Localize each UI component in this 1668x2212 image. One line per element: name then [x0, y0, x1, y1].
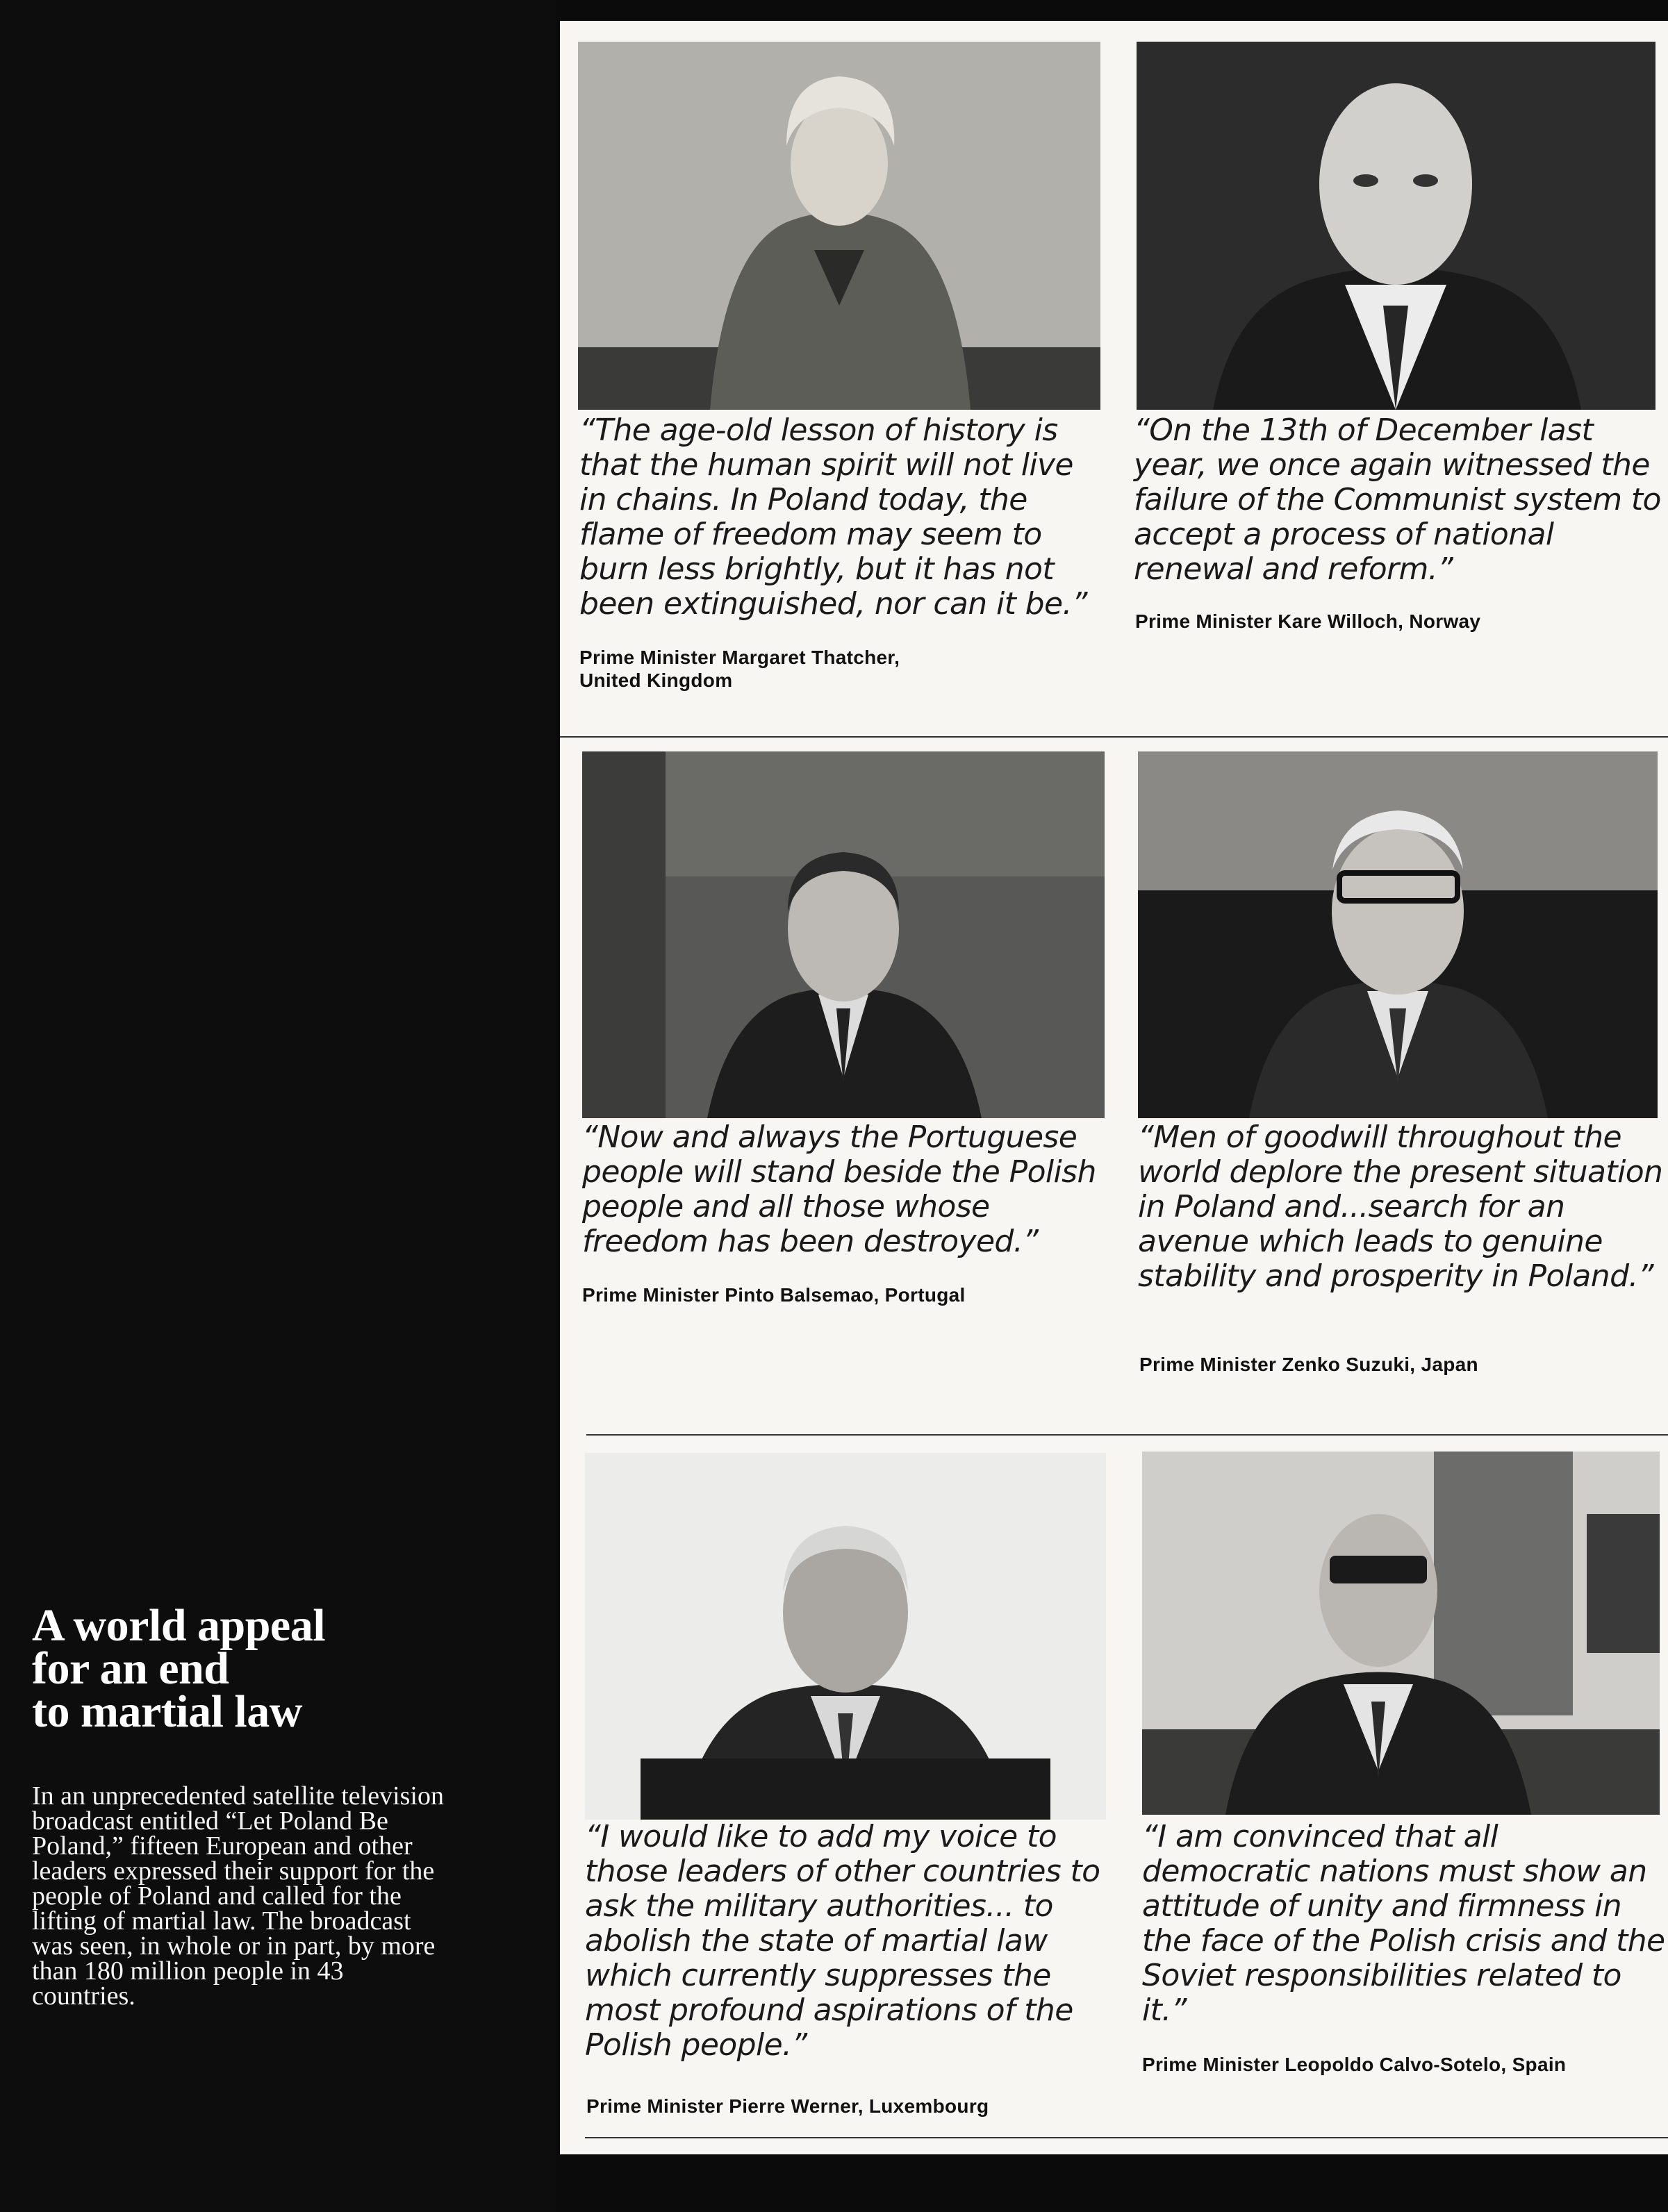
- quote-suzuki: “Men of goodwill throughout the world deplore the present situation in Poland and...search for an avenue which leads to genuine stability and prosperity in Poland.”: [1138, 1120, 1663, 1294]
- photo-balsemao: [582, 751, 1105, 1118]
- caption-balsemao: [582, 1283, 1096, 1306]
- sidebar: [0, 0, 556, 2212]
- caption-line: Prime Minister Pierre Werner, Luxembourg: [586, 2095, 989, 2117]
- divider: [586, 1434, 1668, 1436]
- photo-suzuki: [1138, 751, 1658, 1118]
- photo-calvo-sotelo: [1142, 1452, 1660, 1815]
- caption-calvo-sotelo: [1142, 2053, 1663, 2076]
- headline-line: to martial law: [32, 1686, 302, 1737]
- quote-thatcher: “The age-old lesson of history is that the human spirit will not live in chains. In Poland today, the flame of freedom may seem to burn less brightly, but it has not been extinguished, nor can it be.”: [579, 413, 1087, 622]
- caption-thatcher: [579, 646, 1093, 692]
- caption-suzuki: [1139, 1353, 1653, 1376]
- caption-line: United Kingdom: [579, 670, 733, 691]
- quote-balsemao: “Now and always the Portuguese people will stand beside the Polish people and all those whose freedom has been destroyed.”: [582, 1120, 1096, 1259]
- quote-werner: “I would like to add my voice to those leaders of other countries to ask the military authorities... to abolish the state of martial law which currently suppresses the most profound aspirations of the Polish people.”: [585, 1819, 1100, 2063]
- divider: [560, 736, 1668, 738]
- caption-line: Prime Minister Zenko Suzuki, Japan: [1139, 1354, 1478, 1375]
- caption-line: Prime Minister Margaret Thatcher,: [579, 647, 900, 668]
- headline-line: for an end: [32, 1643, 229, 1694]
- divider: [585, 2137, 1668, 2138]
- caption-werner: [586, 2095, 1100, 2118]
- quote-willoch: “On the 13th of December last year, we once again witnessed the failure of the Communist system to accept a process of national renewal and reform.”: [1134, 413, 1661, 587]
- photo-willoch: [1137, 42, 1655, 410]
- caption-willoch: [1135, 610, 1649, 633]
- caption-line: Prime Minister Kare Willoch, Norway: [1135, 610, 1481, 632]
- photo-thatcher: [578, 42, 1100, 410]
- caption-line: Prime Minister Leopoldo Calvo-Sotelo, Spain: [1142, 2054, 1567, 2075]
- photo-werner: [585, 1453, 1106, 1820]
- photo-page: [560, 21, 1668, 2154]
- quote-calvo-sotelo: “I am convinced that all democratic nations must show an attitude of unity and firmness in the face of the Polish crisis and the Soviet responsibilities related to it.”: [1142, 1819, 1665, 2028]
- caption-line: Prime Minister Pinto Balsemao, Portugal: [582, 1284, 966, 1306]
- headline-line: A world appeal: [32, 1600, 326, 1651]
- intro-paragraph: In an unprecedented satellite television broadcast entitled “Let Poland Be Poland,” fifteen European and other leaders expressed their support for the people of Poland and called for the lifting of martial law. The broadcast was seen, in whole or in part, by more than 180 million people in 43 countries.: [32, 1781, 444, 2011]
- headline: [32, 1600, 518, 1737]
